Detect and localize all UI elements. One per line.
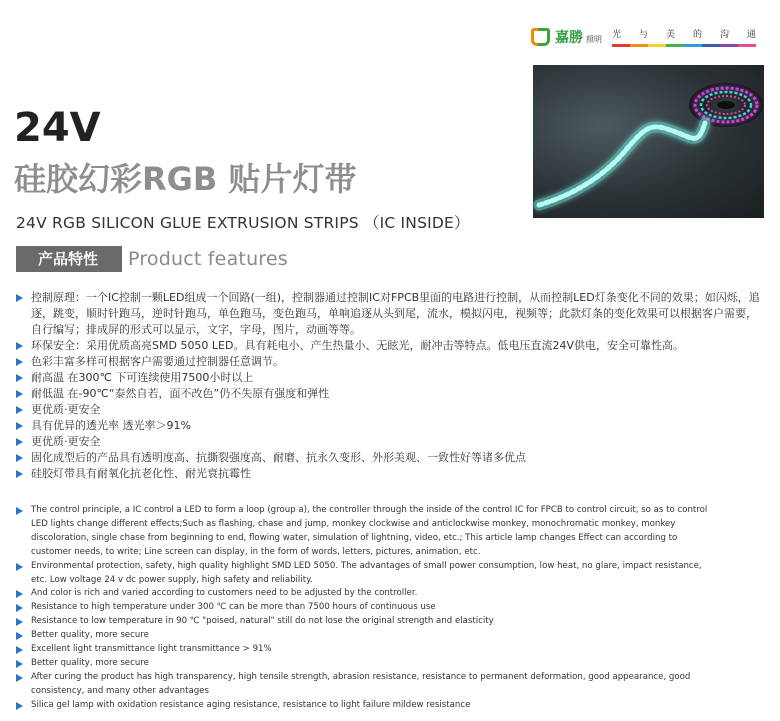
- product-photo: [533, 65, 764, 218]
- feature-text: Better quality, more secure: [31, 657, 149, 668]
- bullet-arrow-icon: [16, 702, 23, 710]
- led-strip-reel-photo-icon: [533, 65, 764, 218]
- feature-text: Excellent light transmittance light transmittance > 91%: [31, 644, 272, 655]
- feature-item: [16, 643, 716, 657]
- brand-slogan: [612, 27, 756, 47]
- feature-item: [16, 338, 766, 354]
- feature-text: After curing the product has high transparency, high tensile strength, abrasion resistance, resistance to permanent deformation, good appearance, good consistency, and many other advantages: [31, 671, 691, 696]
- feature-text: 耐低温 在-90℃“泰然自若，面不改色”仍不失原有强度和弹性: [31, 387, 330, 400]
- slogan-color-segment: [612, 44, 630, 47]
- feature-item: [16, 450, 766, 466]
- feature-text: Silica gel lamp with oxidation resistance aging resistance, resistance to light failure mildew resistance: [31, 699, 471, 710]
- feature-text: 具有优异的透光率 透光率＞91%: [31, 419, 191, 432]
- feature-item: [16, 657, 716, 671]
- bullet-arrow-icon: [16, 660, 23, 668]
- bullet-arrow-icon: [16, 646, 23, 654]
- slogan-char: 的: [692, 30, 702, 40]
- bullet-arrow-icon: [16, 618, 23, 626]
- bullet-arrow-icon: [16, 358, 23, 366]
- slogan-char: 沟: [719, 30, 729, 40]
- slogan-text: [612, 27, 756, 40]
- product-title-cn: 硅胶幻彩RGB 贴片灯带: [14, 160, 357, 198]
- feature-text: 色彩丰富多样可根据客户需要通过控制器任意调节。: [31, 355, 284, 368]
- feature-text: And color is rich and varied according to customers need to be adjusted by the controller.: [31, 588, 418, 599]
- feature-item: [16, 671, 716, 699]
- slogan-char: 通: [746, 30, 756, 40]
- feature-item: [16, 418, 766, 434]
- bullet-arrow-icon: [16, 454, 23, 462]
- feature-text: Better quality, more secure: [31, 630, 149, 641]
- feature-item: [16, 402, 766, 418]
- feature-item: [16, 290, 766, 338]
- section-label-en: Product features: [128, 248, 288, 270]
- feature-text: 更优质·更安全: [31, 403, 101, 416]
- bullet-arrow-icon: [16, 422, 23, 430]
- feature-text: 控制原理：一个IC控制一颗LED组成一个回路(一组)，控制器通过控制IC对FPCB里面的电路进行控制，从而控制LED灯条变化不同的效果；如闪烁，追逐，跳变，顺时针跑马，逆时针跑马，单色跑马，变色跑马，单响追逐从头到尾，流水，模拟闪电，视频等；此款灯条的变化效果可以根据客户需要，自行编写；排成屏的形式可以显示，文字，字母，图片，动画等等。: [31, 291, 760, 336]
- feature-item: [16, 386, 766, 402]
- slogan-char: 光: [612, 30, 622, 40]
- feature-text: 固化成型后的产品具有透明度高、抗撕裂强度高、耐磨、抗永久变形、外形美观、一致性好等诸多优点: [31, 451, 526, 464]
- bullet-arrow-icon: [16, 342, 23, 350]
- bullet-arrow-icon: [16, 406, 23, 414]
- feature-item: [16, 370, 766, 386]
- section-label-cn: 产品特性: [16, 246, 122, 272]
- feature-text: Resistance to low temperature in 90 ℃ "poised, natural" still do not lose the original strength and elasticity: [31, 616, 494, 627]
- slogan-color-segment: [720, 44, 738, 47]
- feature-item: [16, 466, 766, 482]
- features-en-list: [16, 504, 716, 713]
- feature-text: Resistance to high temperature under 300 ℃ can be more than 7500 hours of continuous use: [31, 602, 436, 613]
- feature-item: [16, 504, 716, 560]
- slogan-color-segment: [630, 44, 648, 47]
- feature-text: 更优质·更安全: [31, 435, 101, 448]
- brand-logo-mark-icon: [530, 26, 552, 48]
- bullet-arrow-icon: [16, 470, 23, 478]
- slogan-color-segment: [738, 44, 756, 47]
- slogan-color-segment: [702, 44, 720, 47]
- feature-item: [16, 601, 716, 615]
- feature-text: 硅胶灯带具有耐氧化抗老化性、耐光衰抗霉性: [31, 467, 251, 480]
- feature-text: Environmental protection, safety, high quality highlight SMD LED 5050. The advantages of small power consumption, low heat, no glare, impact resistance, etc. Low voltage 24 v dc power supply, high safety and reliability.: [31, 560, 702, 585]
- bullet-arrow-icon: [16, 590, 23, 598]
- slogan-color-segment: [666, 44, 684, 47]
- features-cn-list: [16, 290, 766, 482]
- bullet-arrow-icon: [16, 438, 23, 446]
- product-title-en: 24V RGB SILICON GLUE EXTRUSION STRIPS （IC INSIDE）: [16, 214, 470, 232]
- feature-item: [16, 699, 716, 713]
- section-header: [16, 246, 288, 272]
- bullet-arrow-icon: [16, 604, 23, 612]
- feature-item: [16, 629, 716, 643]
- bullet-arrow-icon: [16, 294, 23, 302]
- feature-item: [16, 434, 766, 450]
- feature-item: [16, 354, 766, 370]
- brand-sub: 照明: [586, 34, 602, 44]
- bullet-arrow-icon: [16, 374, 23, 382]
- bullet-arrow-icon: [16, 563, 23, 571]
- bullet-arrow-icon: [16, 507, 23, 515]
- slogan-char: 美: [665, 30, 675, 40]
- feature-text: 环保安全：采用优质高亮SMD 5050 LED。具有耗电小、产生热量小、无眩光，耐冲击等特点。低电压直流24V供电，安全可靠性高。: [31, 339, 684, 352]
- bullet-arrow-icon: [16, 632, 23, 640]
- bullet-arrow-icon: [16, 390, 23, 398]
- slogan-color-segment: [648, 44, 666, 47]
- brand-name: 嘉勝: [555, 30, 583, 46]
- slogan-char: 与: [638, 30, 648, 40]
- bullet-arrow-icon: [16, 674, 23, 682]
- feature-text: 耐高温 在300℃ 下可连续使用7500小时以上: [31, 371, 254, 384]
- feature-item: [16, 587, 716, 601]
- feature-item: [16, 615, 716, 629]
- brand-logo: [530, 24, 602, 50]
- slogan-color-bar: [612, 44, 756, 47]
- slogan-color-segment: [684, 44, 702, 47]
- feature-item: [16, 560, 716, 588]
- product-voltage: 24V: [14, 105, 101, 151]
- feature-text: The control principle, a IC control a LED to form a loop (group a), the controller through the inside of the control IC for FPCB to control circuit, so as to control LED lights change different effects;Such as flashing, chase and jump, monkey clockwise and anticlockwise monkey, monochromatic monkey, monkey discoloration, single chase from beginning to end, flowing water, simulation of lightning, video, etc.; This article lamp changes Effect can according to customer needs, to write; Line screen can display, in the form of words, letters, pictures, animation, etc.: [31, 505, 708, 557]
